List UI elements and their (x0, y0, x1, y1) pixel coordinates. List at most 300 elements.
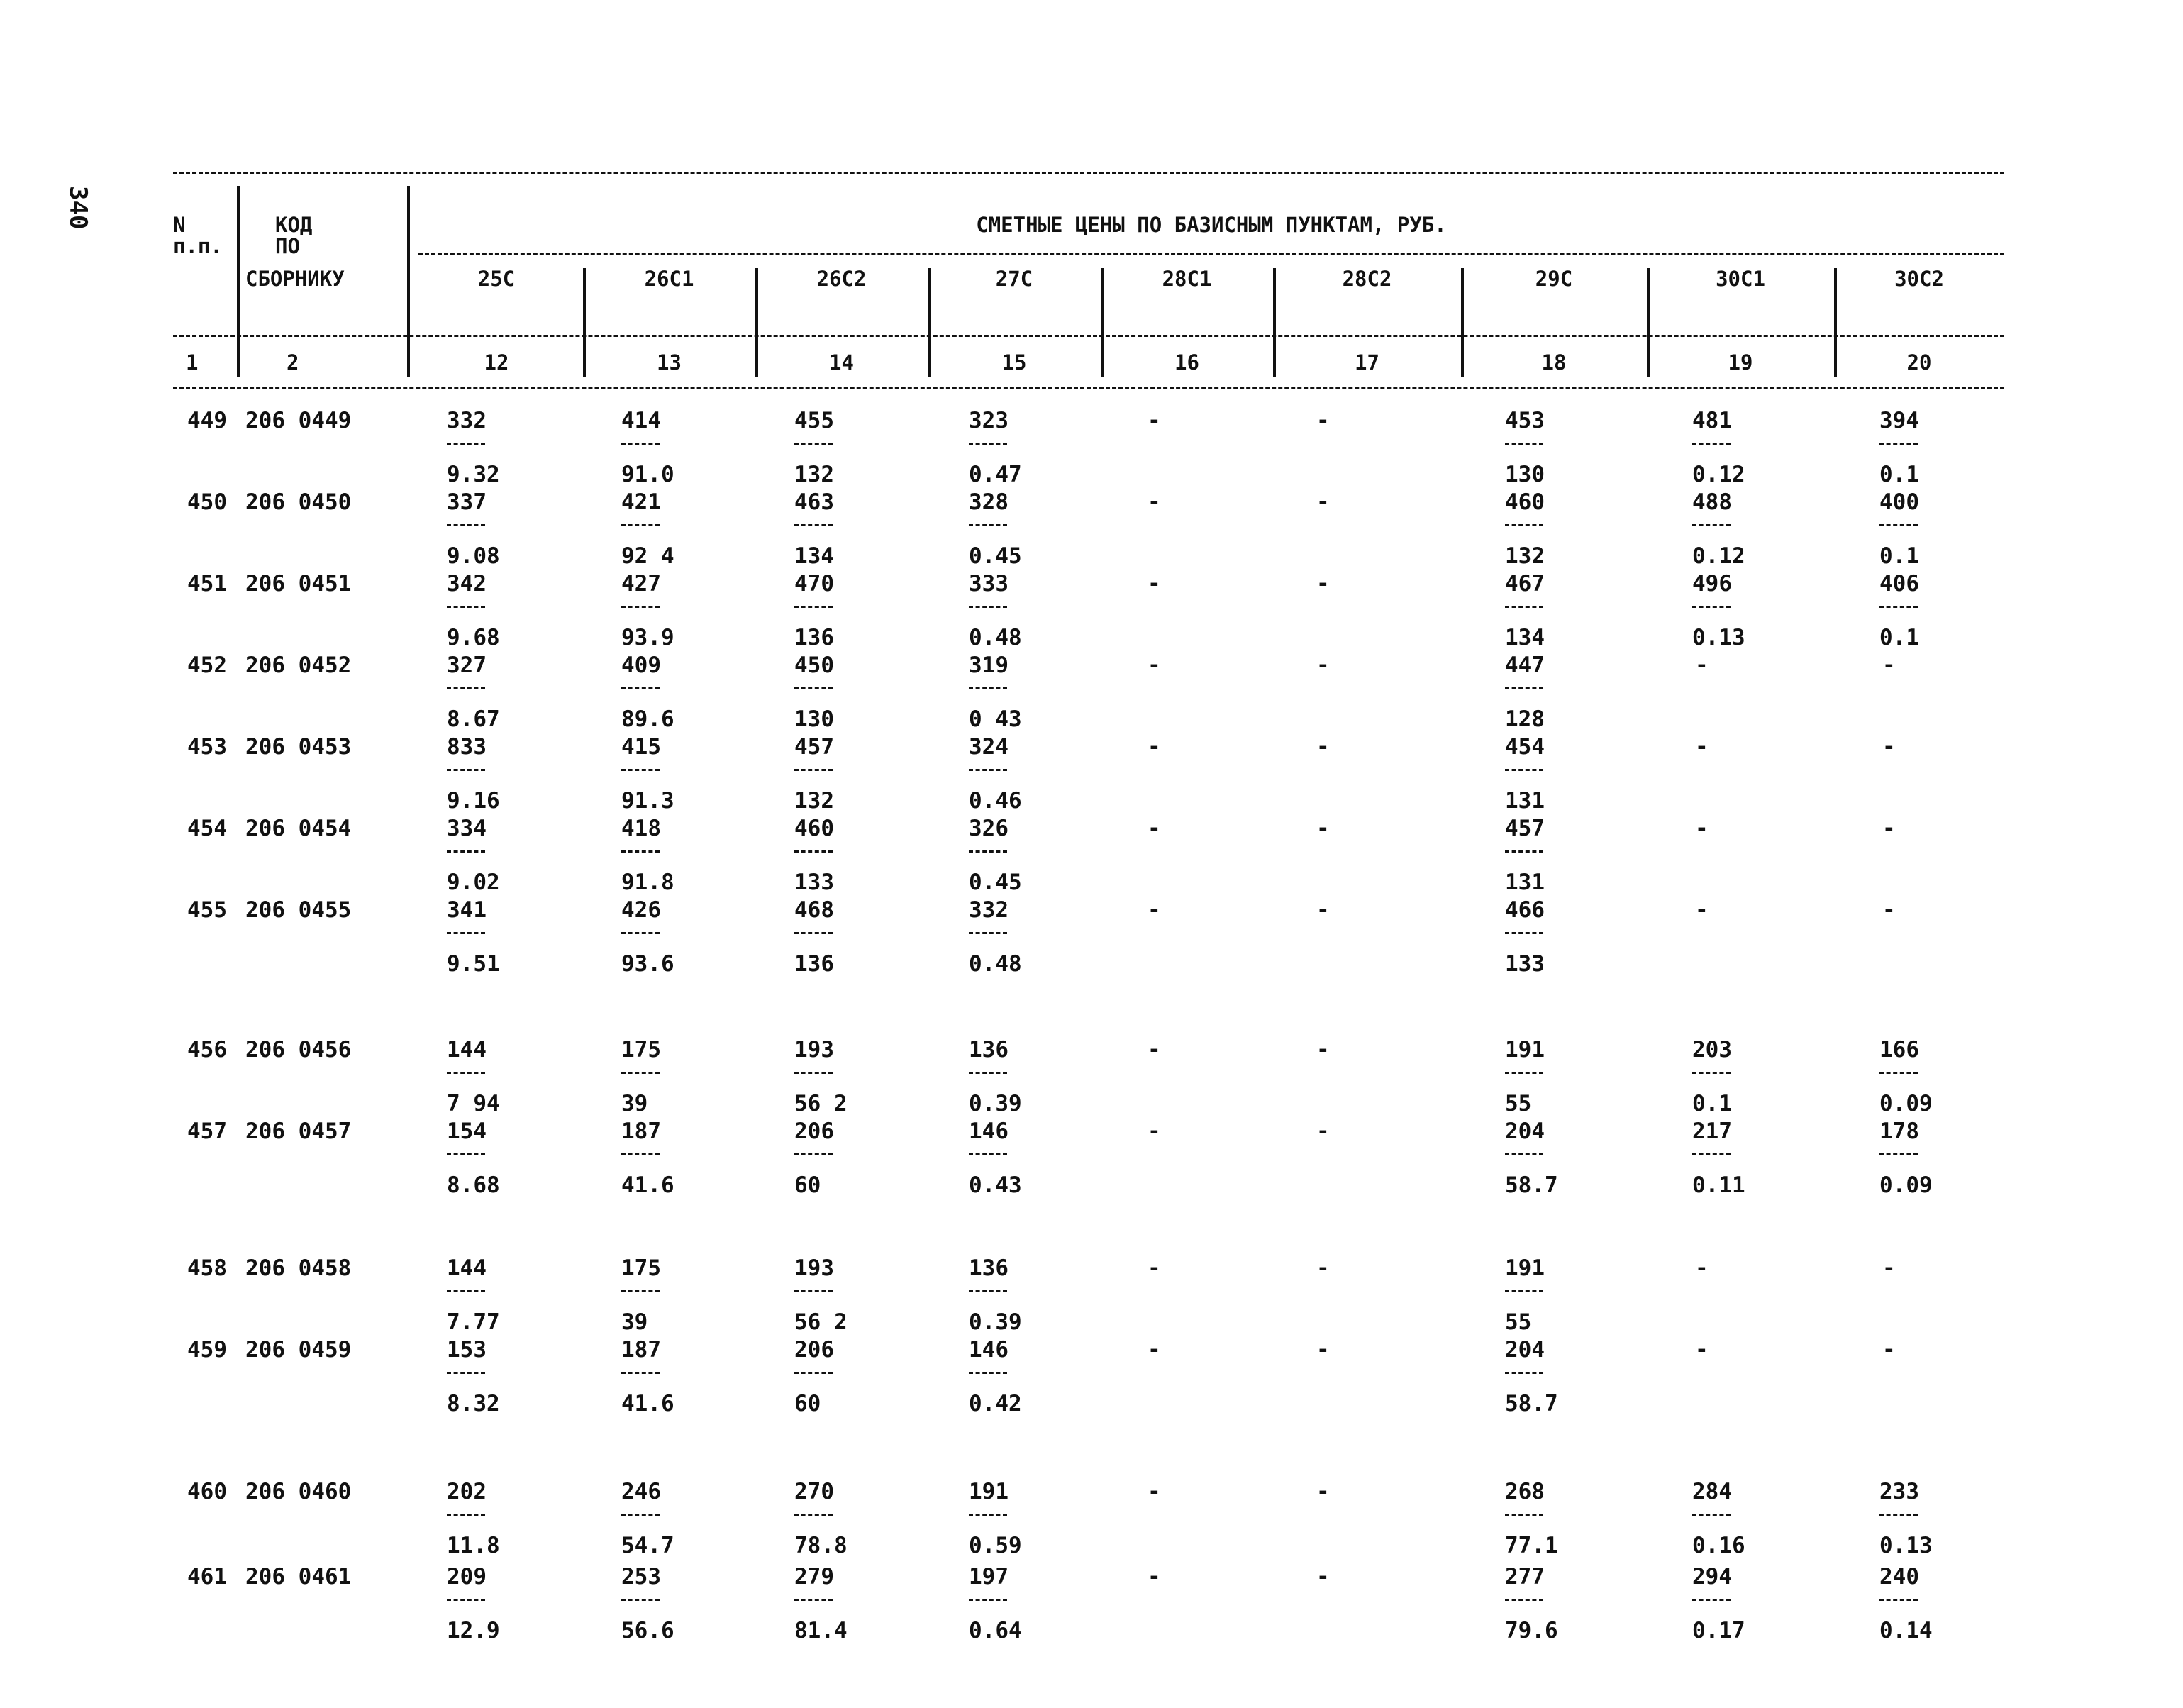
dash-cell: - (1148, 1564, 1161, 1590)
row-code: 206 0451 (245, 571, 352, 597)
cost-value: 0.39 (969, 1091, 1022, 1116)
fraction-bar (969, 606, 1007, 608)
price-value: 337 (447, 489, 487, 515)
fraction-bar (621, 1372, 660, 1374)
row-code: 206 0449 (245, 408, 352, 433)
point-header-29С: 29С (1535, 267, 1573, 291)
price-value: 191 (1505, 1037, 1545, 1063)
fraction-bar (1505, 1372, 1543, 1374)
col-number: 14 (829, 350, 854, 375)
fraction-bar (621, 1072, 660, 1074)
row-number: 454 (187, 816, 227, 841)
price-value: 468 (794, 897, 834, 923)
fraction-bar (1879, 443, 1918, 445)
price-value: 460 (794, 816, 834, 841)
dash-cell: - (1148, 734, 1161, 760)
price-value: 450 (794, 653, 834, 678)
fraction-bar (794, 769, 833, 771)
col-code-label: КОД (275, 213, 313, 237)
row-number: 458 (187, 1255, 227, 1281)
row-number: 457 (187, 1119, 227, 1144)
cost-value: 0.11 (1692, 1172, 1745, 1198)
price-value: 136 (969, 1037, 1009, 1063)
fraction-bar (969, 443, 1007, 445)
row-number: 455 (187, 897, 227, 923)
fraction-bar (447, 932, 485, 934)
divider-point-7 (1647, 268, 1650, 377)
cost-value: 93.6 (621, 951, 674, 977)
cost-value: 8.67 (447, 706, 500, 732)
price-value: 447 (1505, 653, 1545, 678)
dash-cell: - (1882, 653, 1896, 678)
cost-value: 0.12 (1692, 462, 1745, 487)
col-number: 12 (484, 350, 509, 375)
fraction-bar (447, 687, 485, 689)
fraction-bar (969, 1290, 1007, 1292)
row-code: 206 0450 (245, 489, 352, 515)
price-value: 463 (794, 489, 834, 515)
cost-value: 130 (794, 706, 834, 732)
cost-value: 39 (621, 1309, 648, 1335)
cost-value: 136 (794, 951, 834, 977)
dash-cell: - (1316, 897, 1330, 923)
fraction-bar (969, 1153, 1007, 1155)
fraction-bar (1879, 606, 1918, 608)
cost-value: 8.68 (447, 1172, 500, 1198)
price-value: 341 (447, 897, 487, 923)
divider-code-prices (407, 186, 410, 377)
price-value: 418 (621, 816, 661, 841)
fraction-bar (1879, 1599, 1918, 1601)
dash-cell: - (1148, 1255, 1161, 1281)
cost-value: 60 (794, 1391, 821, 1416)
dash-cell: - (1148, 816, 1161, 841)
row-code: 206 0455 (245, 897, 352, 923)
fraction-bar (1692, 1153, 1731, 1155)
cost-value: 130 (1505, 462, 1545, 487)
cost-value: 77.1 (1505, 1533, 1558, 1558)
fraction-bar (794, 1514, 833, 1516)
price-value: 328 (969, 489, 1009, 515)
fraction-bar (1692, 1599, 1731, 1601)
fraction-bar (794, 1372, 833, 1374)
dash-cell: - (1695, 897, 1709, 923)
cost-value: 0.59 (969, 1533, 1022, 1558)
fraction-bar (621, 1153, 660, 1155)
price-value: 175 (621, 1255, 661, 1281)
row-code: 206 0453 (245, 734, 352, 760)
cost-value: 0.45 (969, 543, 1022, 569)
fraction-bar (969, 1372, 1007, 1374)
cost-value: 7 94 (447, 1091, 500, 1116)
cost-value: 0.1 (1879, 625, 1919, 650)
fraction-bar (621, 1514, 660, 1516)
col-code-label: СБОРНИКУ (245, 267, 345, 291)
price-value: 277 (1505, 1564, 1545, 1590)
fraction-bar (1505, 1599, 1543, 1601)
price-value: 240 (1879, 1564, 1919, 1590)
cost-value: 0.39 (969, 1309, 1022, 1335)
header-bottom-rule (173, 387, 2004, 389)
cost-value: 7.77 (447, 1309, 500, 1335)
price-value: 294 (1692, 1564, 1732, 1590)
price-value: 175 (621, 1037, 661, 1063)
price-value: 421 (621, 489, 661, 515)
fraction-bar (794, 524, 833, 526)
divider-point-8 (1834, 268, 1837, 377)
cost-value: 9.16 (447, 788, 500, 814)
col-n-label: п.п. (173, 234, 223, 258)
fraction-bar (794, 932, 833, 934)
cost-value: 0.16 (1692, 1533, 1745, 1558)
cost-value: 0.12 (1692, 543, 1745, 569)
divider-point-4 (1101, 268, 1104, 377)
cost-value: 0.1 (1692, 1091, 1732, 1116)
price-value: 253 (621, 1564, 661, 1590)
divider-point-1 (583, 268, 586, 377)
fraction-bar (447, 1290, 485, 1292)
row-number: 452 (187, 653, 227, 678)
fraction-bar (447, 1072, 485, 1074)
price-value: 246 (621, 1479, 661, 1504)
dash-cell: - (1148, 1337, 1161, 1363)
price-value: 284 (1692, 1479, 1732, 1504)
row-code: 206 0459 (245, 1337, 352, 1363)
price-value: 467 (1505, 571, 1545, 597)
cost-value: 56 2 (794, 1309, 848, 1335)
dash-cell: - (1882, 1337, 1896, 1363)
price-value: 202 (447, 1479, 487, 1504)
row-number: 453 (187, 734, 227, 760)
fraction-bar (1505, 687, 1543, 689)
divider-point-2 (755, 268, 758, 377)
cost-value: 91.3 (621, 788, 674, 814)
cost-value: 12.9 (447, 1618, 500, 1643)
col-number: 15 (1001, 350, 1027, 375)
cost-value: 41.6 (621, 1172, 674, 1198)
dash-cell: - (1148, 1119, 1161, 1144)
price-value: 400 (1879, 489, 1919, 515)
cost-value: 91.0 (621, 462, 674, 487)
cost-value: 39 (621, 1091, 648, 1116)
dash-cell: - (1695, 653, 1709, 678)
dash-cell: - (1316, 734, 1330, 760)
price-value: 406 (1879, 571, 1919, 597)
fraction-bar (1505, 1290, 1543, 1292)
fraction-bar (447, 769, 485, 771)
price-value: 136 (969, 1255, 1009, 1281)
point-header-28С2: 28С2 (1342, 267, 1392, 291)
cost-value: 81.4 (794, 1618, 848, 1643)
dash-cell: - (1148, 1037, 1161, 1063)
dash-cell: - (1316, 1479, 1330, 1504)
cost-value: 0.1 (1879, 462, 1919, 487)
cost-value: 131 (1505, 788, 1545, 814)
dash-cell: - (1316, 1337, 1330, 1363)
price-value: 333 (969, 571, 1009, 597)
fraction-bar (1692, 524, 1731, 526)
price-value: 191 (969, 1479, 1009, 1504)
cost-value: 0.09 (1879, 1091, 1933, 1116)
price-value: 144 (447, 1037, 487, 1063)
cost-value: 0.45 (969, 870, 1022, 895)
fraction-bar (621, 606, 660, 608)
header-top-rule (173, 172, 2004, 174)
fraction-bar (447, 443, 485, 445)
fraction-bar (794, 606, 833, 608)
cost-value: 9.68 (447, 625, 500, 650)
cost-value: 56 2 (794, 1091, 848, 1116)
price-value: 455 (794, 408, 834, 433)
cost-value: 0.43 (969, 1172, 1022, 1198)
cost-value: 132 (1505, 543, 1545, 569)
col-number: 16 (1174, 350, 1199, 375)
dash-cell: - (1148, 408, 1161, 433)
row-number: 461 (187, 1564, 227, 1590)
row-number: 459 (187, 1337, 227, 1363)
cost-value: 0.14 (1879, 1618, 1933, 1643)
fraction-bar (621, 524, 660, 526)
price-value: 146 (969, 1119, 1009, 1144)
cost-value: 0.13 (1692, 625, 1745, 650)
price-value: 209 (447, 1564, 487, 1590)
fraction-bar (621, 850, 660, 853)
col-number: 13 (657, 350, 682, 375)
dash-cell: - (1316, 408, 1330, 433)
row-number: 451 (187, 571, 227, 597)
col-n-label: N (173, 213, 186, 237)
fraction-bar (794, 687, 833, 689)
price-value: 187 (621, 1119, 661, 1144)
fraction-bar (969, 769, 1007, 771)
price-value: 496 (1692, 571, 1732, 597)
row-number: 460 (187, 1479, 227, 1504)
fraction-bar (1505, 850, 1543, 853)
col-number: 20 (1906, 350, 1932, 375)
dash-cell: - (1882, 1255, 1896, 1281)
fraction-bar (794, 1599, 833, 1601)
price-value: 327 (447, 653, 487, 678)
price-value: 394 (1879, 408, 1919, 433)
price-value: 409 (621, 653, 661, 678)
cost-value: 60 (794, 1172, 821, 1198)
dash-cell: - (1316, 653, 1330, 678)
fraction-bar (621, 1290, 660, 1292)
cost-value: 78.8 (794, 1533, 848, 1558)
dash-cell: - (1316, 489, 1330, 515)
cost-value: 131 (1505, 870, 1545, 895)
fraction-bar (447, 606, 485, 608)
dash-cell: - (1695, 734, 1709, 760)
cost-value: 0.17 (1692, 1618, 1745, 1643)
col-number: 2 (287, 350, 299, 375)
cost-value: 92 4 (621, 543, 674, 569)
fraction-bar (621, 1599, 660, 1601)
cost-value: 0.42 (969, 1391, 1022, 1416)
page-number: 340 (64, 186, 92, 230)
price-value: 454 (1505, 734, 1545, 760)
fraction-bar (1692, 1072, 1731, 1074)
cost-value: 133 (1505, 951, 1545, 977)
fraction-bar (1692, 443, 1731, 445)
dash-cell: - (1695, 816, 1709, 841)
fraction-bar (969, 524, 1007, 526)
dash-cell: - (1316, 571, 1330, 597)
price-value: 197 (969, 1564, 1009, 1590)
cost-value: 9.02 (447, 870, 500, 895)
cost-value: 0.09 (1879, 1172, 1933, 1198)
fraction-bar (794, 1072, 833, 1074)
cost-value: 0.48 (969, 951, 1022, 977)
price-value: 193 (794, 1255, 834, 1281)
divider-n-code (237, 186, 240, 377)
price-value: 415 (621, 734, 661, 760)
fraction-bar (1505, 1153, 1543, 1155)
row-code: 206 0461 (245, 1564, 352, 1590)
dash-cell: - (1148, 1479, 1161, 1504)
prices-title-rule (418, 253, 2004, 255)
fraction-bar (969, 1072, 1007, 1074)
prices-title: СМЕТНЫЕ ЦЕНЫ ПО БАЗИСНЫМ ПУНКТАМ, РУБ. (976, 213, 1447, 237)
price-value: 146 (969, 1337, 1009, 1363)
fraction-bar (969, 1514, 1007, 1516)
fraction-bar (621, 769, 660, 771)
fraction-bar (794, 850, 833, 853)
fraction-bar (447, 524, 485, 526)
price-value: 204 (1505, 1119, 1545, 1144)
price-value: 268 (1505, 1479, 1545, 1504)
dash-cell: - (1316, 1564, 1330, 1590)
cost-value: 8.32 (447, 1391, 500, 1416)
price-value: 342 (447, 571, 487, 597)
point-header-30С1: 30С1 (1716, 267, 1765, 291)
cost-value: 9.32 (447, 462, 500, 487)
dash-cell: - (1882, 816, 1896, 841)
cost-value: 134 (794, 543, 834, 569)
price-value: 193 (794, 1037, 834, 1063)
row-number: 450 (187, 489, 227, 515)
fraction-bar (1879, 1072, 1918, 1074)
dash-cell: - (1316, 1255, 1330, 1281)
fraction-bar (1505, 932, 1543, 934)
point-header-26С1: 26С1 (644, 267, 694, 291)
row-code: 206 0456 (245, 1037, 352, 1063)
dash-cell: - (1148, 897, 1161, 923)
price-value: 319 (969, 653, 1009, 678)
dash-cell: - (1882, 734, 1896, 760)
row-code: 206 0458 (245, 1255, 352, 1281)
dash-cell: - (1882, 897, 1896, 923)
price-value: 203 (1692, 1037, 1732, 1063)
price-value: 144 (447, 1255, 487, 1281)
cost-value: 41.6 (621, 1391, 674, 1416)
price-value: 187 (621, 1337, 661, 1363)
cost-value: 58.7 (1505, 1172, 1558, 1198)
price-value: 326 (969, 816, 1009, 841)
row-code: 206 0457 (245, 1119, 352, 1144)
col-number: 17 (1355, 350, 1379, 375)
price-value: 470 (794, 571, 834, 597)
row-number: 456 (187, 1037, 227, 1063)
price-value: 191 (1505, 1255, 1545, 1281)
fraction-bar (969, 850, 1007, 853)
cost-value: 132 (794, 788, 834, 814)
row-code: 206 0452 (245, 653, 352, 678)
fraction-bar (621, 687, 660, 689)
cost-value: 58.7 (1505, 1391, 1558, 1416)
price-value: 323 (969, 408, 1009, 433)
header-lower-rule (173, 335, 2004, 337)
price-value: 457 (1505, 816, 1545, 841)
price-value: 833 (447, 734, 487, 760)
fraction-bar (621, 932, 660, 934)
dash-cell: - (1316, 1119, 1330, 1144)
cost-value: 89.6 (621, 706, 674, 732)
row-number: 449 (187, 408, 227, 433)
col-code-label: ПО (275, 234, 300, 258)
cost-value: 132 (794, 462, 834, 487)
fraction-bar (1505, 1514, 1543, 1516)
cost-value: 0.46 (969, 788, 1022, 814)
fraction-bar (1505, 769, 1543, 771)
cost-value: 0.13 (1879, 1533, 1933, 1558)
fraction-bar (447, 1599, 485, 1601)
cost-value: 79.6 (1505, 1618, 1558, 1643)
price-value: 414 (621, 408, 661, 433)
fraction-bar (969, 687, 1007, 689)
price-value: 279 (794, 1564, 834, 1590)
cost-value: 93.9 (621, 625, 674, 650)
price-value: 426 (621, 897, 661, 923)
price-value: 460 (1505, 489, 1545, 515)
cost-value: 136 (794, 625, 834, 650)
row-code: 206 0460 (245, 1479, 352, 1504)
cost-value: 9.51 (447, 951, 500, 977)
price-value: 178 (1879, 1119, 1919, 1144)
dash-cell: - (1148, 571, 1161, 597)
point-header-25С: 25С (477, 267, 516, 291)
cost-value: 128 (1505, 706, 1545, 732)
dash-cell: - (1148, 489, 1161, 515)
cost-value: 0.1 (1879, 543, 1919, 569)
fraction-bar (1879, 1514, 1918, 1516)
fraction-bar (969, 932, 1007, 934)
cost-value: 55 (1505, 1091, 1532, 1116)
price-value: 481 (1692, 408, 1732, 433)
price-value: 206 (794, 1337, 834, 1363)
dash-cell: - (1316, 816, 1330, 841)
cost-value: 0.64 (969, 1618, 1022, 1643)
col-number: 19 (1728, 350, 1753, 375)
fraction-bar (1505, 606, 1543, 608)
divider-point-6 (1461, 268, 1464, 377)
cost-value: 91.8 (621, 870, 674, 895)
cost-value: 0 43 (969, 706, 1022, 732)
fraction-bar (1505, 524, 1543, 526)
cost-value: 133 (794, 870, 834, 895)
fraction-bar (447, 850, 485, 853)
cost-value: 0.48 (969, 625, 1022, 650)
price-value: 154 (447, 1119, 487, 1144)
fraction-bar (1879, 1153, 1918, 1155)
col-number: 1 (186, 350, 199, 375)
divider-point-3 (928, 268, 931, 377)
divider-point-5 (1273, 268, 1276, 377)
price-value: 334 (447, 816, 487, 841)
price-value: 206 (794, 1119, 834, 1144)
price-value: 166 (1879, 1037, 1919, 1063)
dash-cell: - (1695, 1255, 1709, 1281)
